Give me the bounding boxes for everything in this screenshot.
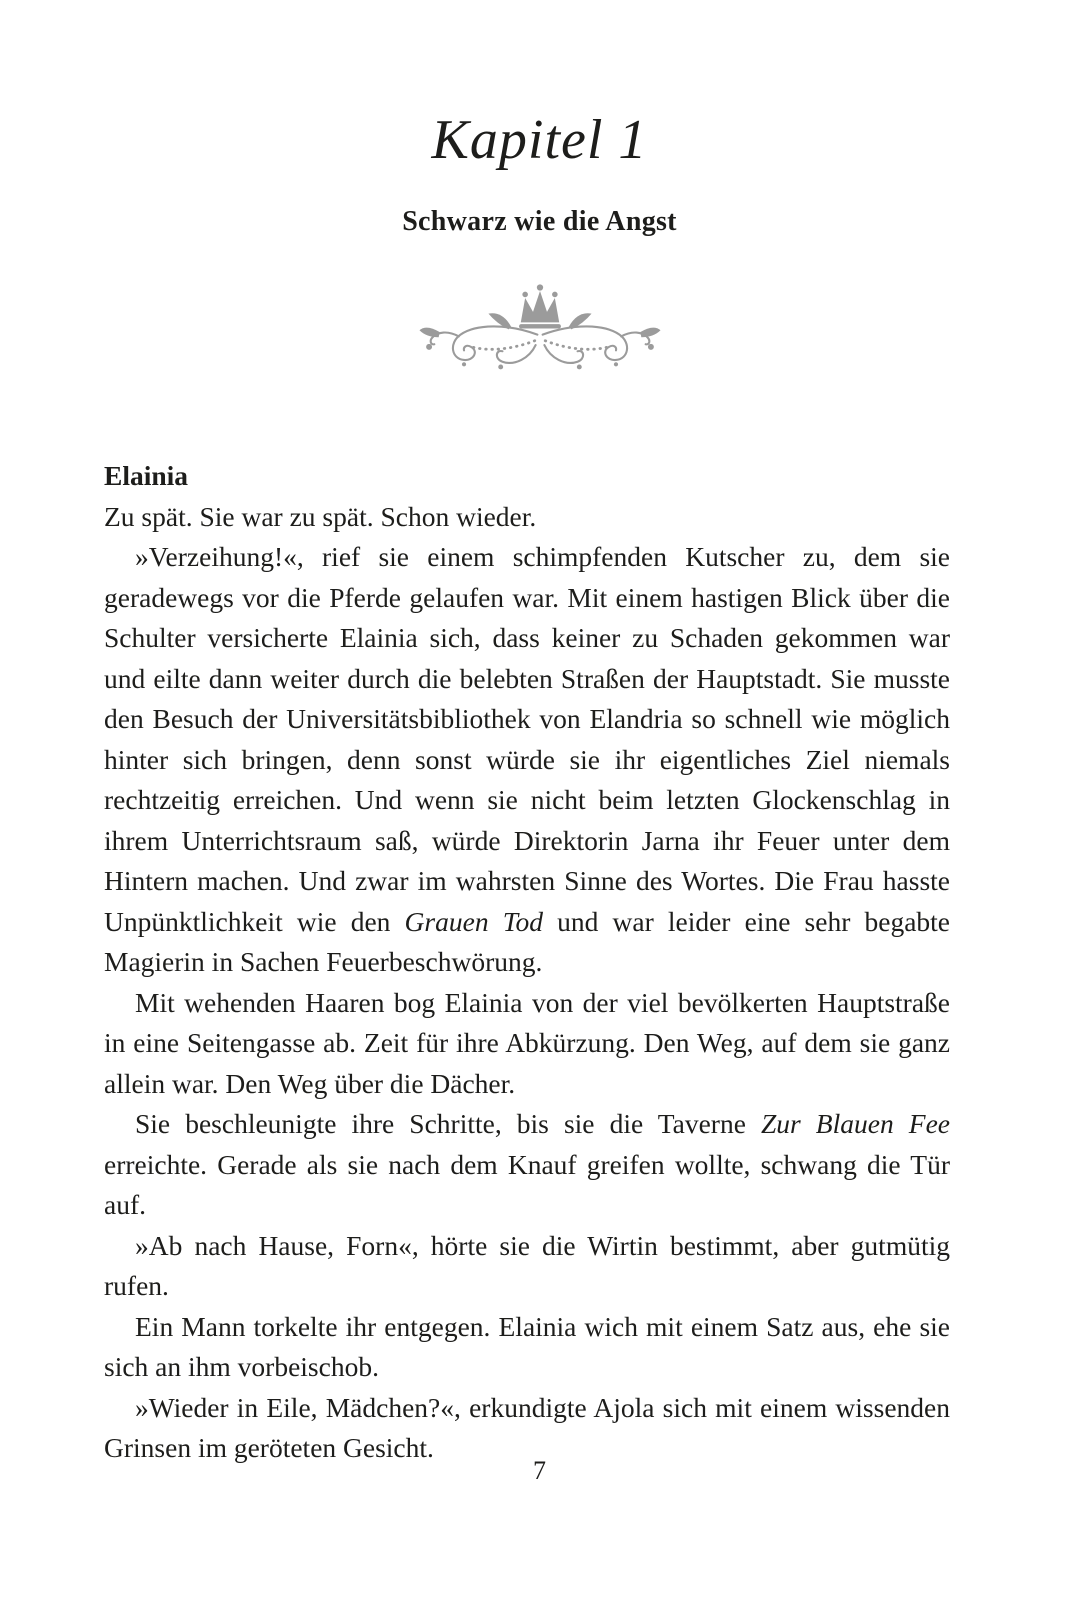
text-run: »Ab nach Hause, Forn«, hörte sie die Wirtin bestimmt, aber gutmütig rufen. bbox=[104, 1229, 950, 1301]
italic-text: Grauen Tod bbox=[404, 905, 543, 937]
chapter-subtitle: Schwarz wie die Angst bbox=[402, 206, 677, 237]
body-text bbox=[104, 456, 950, 1469]
crown-flourish-ornament-icon bbox=[409, 282, 671, 396]
paragraph bbox=[104, 1226, 950, 1307]
text-run: Sie beschleunigte ihre Schritte, bis sie die Taverne bbox=[135, 1108, 761, 1139]
text-run: Zu spät. Sie war zu spät. Schon wieder. bbox=[104, 500, 537, 532]
text-run: »Wieder in Eile, Mädchen?«, erkundigte Ajola sich mit einem wissenden Grinsen im geröteten Gesicht. bbox=[104, 1391, 950, 1463]
scene-heading: Elainia bbox=[104, 460, 189, 491]
chapter-title: Kapitel 1 bbox=[431, 109, 648, 171]
page-number: 7 bbox=[533, 1456, 546, 1485]
body-paragraphs bbox=[104, 497, 950, 1469]
text-run: Ein Mann torkelte ihr entgegen. Elainia wich mit einem Satz aus, ehe sie sich an ihm vorbeischob. bbox=[104, 1310, 950, 1382]
paragraph bbox=[104, 1307, 950, 1388]
text-run: Mit wehenden Haaren bog Elainia von der viel bevölkerten Hauptstraße in eine Seitengasse ab. Zeit für ihre Abkürzung. Den Weg, auf dem sie ganz allein war. Den Weg über die Dächer. bbox=[104, 986, 950, 1099]
text-run: »Verzeihung!«, rief sie einem schimpfenden Kutscher zu, dem sie geradewegs vor die Pferde gelaufen war. Mit einem hastigen Blick über die Schulter versicherte Elainia sich, dass keiner zu Schaden gekommen war und eilte dann weiter durch die belebten Straßen der Hauptstadt. Sie musste den Besuch der Universitätsbibliothek von Elandria so schnell wie möglich hinter sich bringen, denn sonst würde sie ihr eigentliches Ziel niemals rechtzeitig erreichen. Und wenn sie nicht beim letzten Glockenschlag in ihrem Unterrichtsraum saß, würde Direktorin Jarna ihr Feuer unter dem Hintern machen. Und zwar im wahrsten Sinne des Wortes. Die Frau hasste Unpünktlichkeit wie den bbox=[104, 541, 950, 937]
text-run: und war leider eine sehr begabte Magierin in Sachen Feuerbeschwörung. bbox=[104, 905, 950, 977]
paragraph bbox=[104, 1104, 950, 1226]
paragraph bbox=[104, 537, 950, 983]
paragraph bbox=[104, 497, 950, 538]
chapter-ornament bbox=[0, 282, 1079, 396]
text-run: erreichte. Gerade als sie nach dem Knauf greifen wollte, schwang die Tür auf. bbox=[104, 1148, 950, 1220]
paragraph bbox=[104, 983, 950, 1105]
italic-text: Zur Blauen Fee bbox=[760, 1108, 950, 1139]
